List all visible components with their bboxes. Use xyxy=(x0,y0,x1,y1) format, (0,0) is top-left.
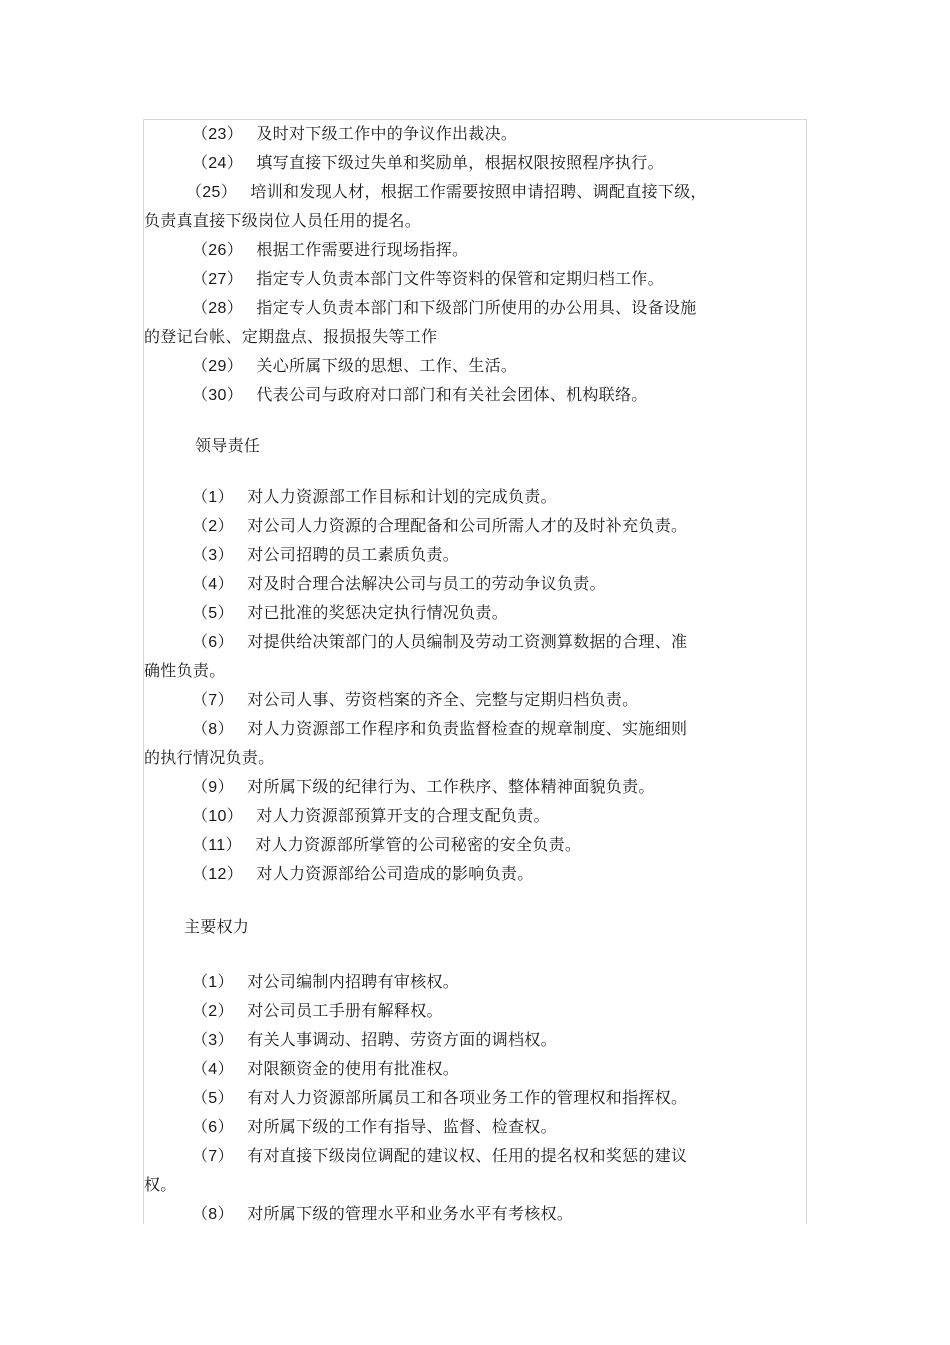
document-page xyxy=(143,119,807,1224)
item-text: 对已批准的奖惩决定执行情况负责。 xyxy=(247,603,509,622)
item-number: （10） xyxy=(192,808,243,825)
power-item-8 xyxy=(192,1204,573,1225)
leadership-item-6 xyxy=(192,632,687,653)
leadership-item-11 xyxy=(192,835,581,856)
leadership-item-10 xyxy=(192,806,550,827)
item-text: 对所属下级的工作有指导、监督、检查权。 xyxy=(247,1117,557,1136)
item-text: 对人力资源部工作目标和计划的完成负责。 xyxy=(247,487,557,506)
item-text: 根据工作需要进行现场指挥。 xyxy=(256,240,469,259)
item-text: 有对人力资源部所属员工和各项业务工作的管理权和指挥权。 xyxy=(247,1088,688,1107)
item-number: （8） xyxy=(192,1206,234,1223)
item-number: （29） xyxy=(192,358,243,375)
power-item-7 xyxy=(192,1146,687,1167)
leadership-item-8-continuation: 的执行情况负责。 xyxy=(144,748,275,767)
item-number: （5） xyxy=(192,605,234,622)
leadership-item-7 xyxy=(192,690,638,711)
leadership-item-3 xyxy=(192,545,459,566)
item-number: （7） xyxy=(192,692,234,709)
duty-item-30 xyxy=(192,385,648,406)
item-number: （30） xyxy=(192,387,243,404)
item-text: 对公司招聘的员工素质负责。 xyxy=(247,545,460,564)
item-number: （27） xyxy=(192,271,243,288)
item-number: （4） xyxy=(192,576,234,593)
item-number: （2） xyxy=(192,1003,234,1020)
item-text: 对限额资金的使用有批准权。 xyxy=(247,1059,460,1078)
duty-item-23 xyxy=(192,124,517,145)
item-text: 对所属下级的管理水平和业务水平有考核权。 xyxy=(247,1204,574,1223)
power-item-5 xyxy=(192,1088,687,1109)
item-text: 代表公司与政府对口部门和有关社会团体、机构联络。 xyxy=(256,385,648,404)
section-heading-powers: 主要权力 xyxy=(184,917,250,936)
leadership-item-9 xyxy=(192,777,655,798)
item-text: 对人力资源部给公司造成的影响负责。 xyxy=(256,864,534,883)
item-text: 有关人事调动、招聘、劳资方面的调档权。 xyxy=(247,1030,557,1049)
item-number: （12） xyxy=(192,866,243,883)
item-text: 对公司人事、劳资档案的齐全、完整与定期归档负责。 xyxy=(247,690,639,709)
item-number: （23） xyxy=(192,126,243,143)
leadership-item-2 xyxy=(192,516,687,537)
item-number: （3） xyxy=(192,547,234,564)
duty-item-25 xyxy=(186,182,707,203)
leadership-item-5 xyxy=(192,603,508,624)
leadership-item-8 xyxy=(192,719,687,740)
item-number: （24） xyxy=(192,155,243,172)
duty-item-27 xyxy=(192,269,664,290)
item-number: （2） xyxy=(192,518,234,535)
leadership-item-4 xyxy=(192,574,606,595)
item-text: 培训和发现人材，根据工作需要按照申请招聘、调配直接下级， xyxy=(250,182,707,201)
power-item-3 xyxy=(192,1030,557,1051)
item-text: 有对直接下级岗位调配的建议权、任用的提名权和奖惩的建议 xyxy=(247,1146,688,1165)
item-text: 对提供给决策部门的人员编制及劳动工资测算数据的合理、准 xyxy=(247,632,688,651)
item-text: 对公司编制内招聘有审核权。 xyxy=(247,972,460,991)
leadership-item-12 xyxy=(192,864,534,885)
item-number: （6） xyxy=(192,634,234,651)
item-text: 及时对下级工作中的争议作出裁决。 xyxy=(256,124,518,143)
item-text: 对公司人力资源的合理配备和公司所需人才的及时补充负责。 xyxy=(247,516,688,535)
power-item-1 xyxy=(192,972,459,993)
item-number: （1） xyxy=(192,489,234,506)
item-number: （6） xyxy=(192,1119,234,1136)
item-text: 指定专人负责本部门文件等资料的保管和定期归档工作。 xyxy=(256,269,664,288)
duty-item-29 xyxy=(192,356,517,377)
item-number: （11） xyxy=(192,837,242,854)
power-item-4 xyxy=(192,1059,459,1080)
item-number: （8） xyxy=(192,721,234,738)
section-heading-leadership: 领导责任 xyxy=(195,436,261,455)
item-text: 关心所属下级的思想、工作、生活。 xyxy=(256,356,518,375)
item-text: 指定专人负责本部门和下级部门所使用的办公用具、设备设施 xyxy=(256,298,697,317)
item-text: 填写直接下级过失单和奖励单，根据权限按照程序执行。 xyxy=(256,153,664,172)
item-number: （7） xyxy=(192,1148,234,1165)
power-item-2 xyxy=(192,1001,443,1022)
duty-item-26 xyxy=(192,240,468,261)
item-number: （28） xyxy=(192,300,243,317)
item-number: （5） xyxy=(192,1090,234,1107)
leadership-item-6-continuation: 确性负责。 xyxy=(144,661,226,680)
power-item-6 xyxy=(192,1117,557,1138)
item-text: 对及时合理合法解决公司与员工的劳动争议负责。 xyxy=(247,574,606,593)
item-number: （4） xyxy=(192,1061,234,1078)
duty-item-24 xyxy=(192,153,664,174)
item-number: （25） xyxy=(186,184,237,201)
duty-item-28-continuation: 的登记台帐、定期盘点、报损报失等工作 xyxy=(144,327,438,346)
leadership-item-1 xyxy=(192,487,557,508)
item-number: （26） xyxy=(192,242,243,259)
item-number: （3） xyxy=(192,1032,234,1049)
item-number: （9） xyxy=(192,779,234,796)
item-text: 对所属下级的纪律行为、工作秩序、整体精神面貌负责。 xyxy=(247,777,655,796)
duty-item-25-continuation: 负责真直接下级岗位人员任用的提名。 xyxy=(144,211,422,230)
duty-item-28 xyxy=(192,298,697,319)
item-text: 对人力资源部所掌管的公司秘密的安全负责。 xyxy=(255,835,582,854)
power-item-7-continuation: 权。 xyxy=(144,1175,177,1194)
item-text: 对人力资源部工作程序和负责监督检查的规章制度、实施细则 xyxy=(247,719,688,738)
item-text: 对人力资源部预算开支的合理支配负责。 xyxy=(256,806,550,825)
item-number: （1） xyxy=(192,974,234,991)
item-text: 对公司员工手册有解释权。 xyxy=(247,1001,443,1020)
